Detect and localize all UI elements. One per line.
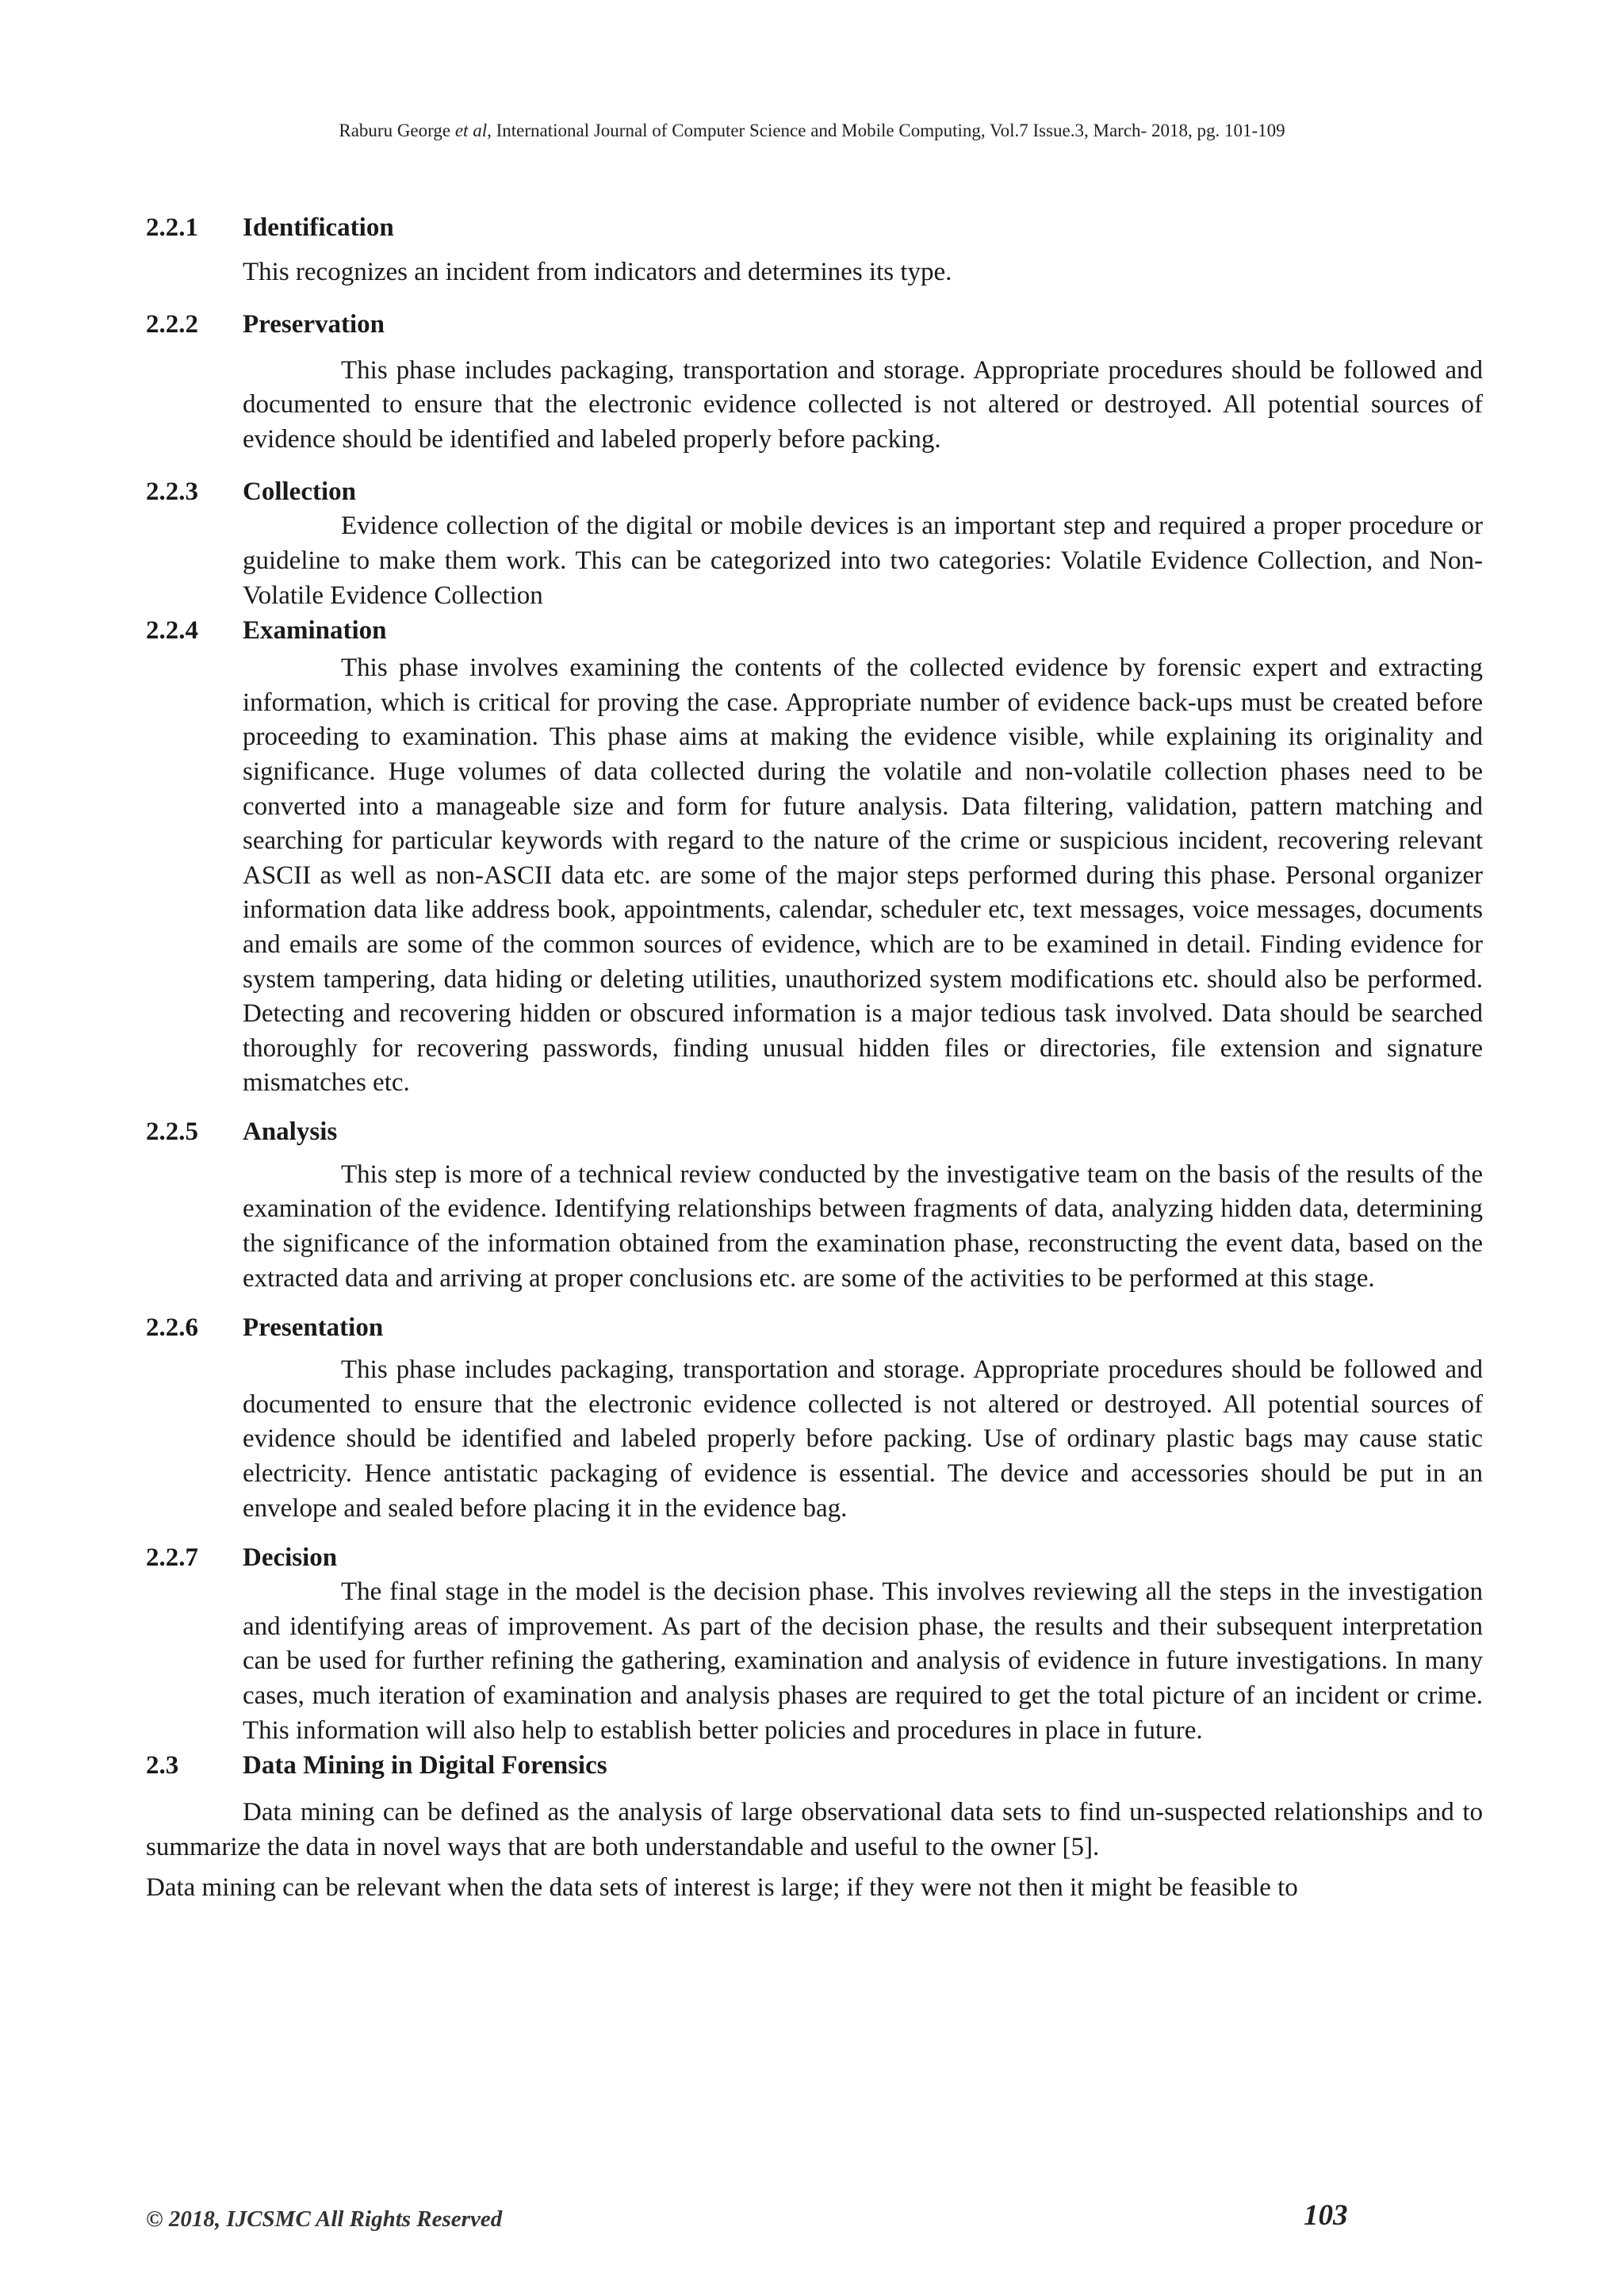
section-number: 2.2.2 bbox=[146, 310, 198, 339]
section-body bbox=[146, 1796, 1483, 1906]
header-journal: , International Journal of Computer Science and Mobile Computing, Vol.7 Issue.3, March- 2018, pg. 101-109 bbox=[487, 121, 1285, 140]
section-heading bbox=[146, 613, 1483, 648]
section-heading bbox=[146, 211, 1483, 246]
section-body bbox=[243, 1575, 1483, 1748]
section-number: 2.2.4 bbox=[146, 615, 198, 645]
section-preservation bbox=[146, 308, 1483, 458]
header-etal: et al bbox=[454, 121, 488, 140]
section-title: Data Mining in Digital Forensics bbox=[243, 1750, 607, 1780]
section-title: Identification bbox=[243, 213, 394, 243]
section-heading bbox=[146, 1540, 1483, 1575]
section-body bbox=[243, 1158, 1483, 1296]
section-heading bbox=[146, 1115, 1483, 1150]
section-heading bbox=[146, 1310, 1483, 1345]
section-number: 2.2.7 bbox=[146, 1543, 198, 1572]
section-presentation bbox=[146, 1310, 1483, 1526]
section-body bbox=[243, 509, 1483, 613]
section-collection bbox=[146, 474, 1483, 613]
section-number: 2.2.3 bbox=[146, 477, 198, 506]
section-data-mining bbox=[146, 1748, 1483, 1906]
section-title: Collection bbox=[243, 477, 356, 506]
section-paragraph: Data mining can be defined as the analysis of large observational data sets to find un-suspected relationships and to summarize the data in novel ways that are both understandable and useful to the owner [5]. bbox=[146, 1798, 1483, 1861]
section-paragraph: Evidence collection of the digital or mobile devices is an important step and required a proper procedure or guideline to make them work. This can be categorized into two categories: Volatile Evidence Collection, and Non-Volatile Evidence Collection bbox=[243, 512, 1483, 610]
section-heading bbox=[146, 308, 1483, 343]
section-body bbox=[243, 255, 1483, 290]
section-title: Preservation bbox=[243, 310, 385, 339]
section-identification bbox=[146, 211, 1483, 290]
running-header bbox=[0, 121, 1624, 141]
section-title: Analysis bbox=[243, 1117, 338, 1147]
section-title: Decision bbox=[243, 1543, 338, 1572]
section-heading bbox=[146, 474, 1483, 509]
section-number: 2.2.1 bbox=[146, 213, 198, 243]
section-body bbox=[243, 651, 1483, 1101]
section-paragraph: This phase includes packaging, transportation and storage. Appropriate procedures should be followed and documented to ensure that the electronic evidence collected is not altered or destroyed. All potential sources of evidence should be identified and labeled properly before packing. Use of ordinary plastic bags may cause static electricity. Hence antistatic packaging of evidence is essential. The device and accessories should be put in an envelope and sealed before placing it in the evidence bag. bbox=[243, 1355, 1483, 1523]
section-number: 2.2.6 bbox=[146, 1313, 198, 1342]
section-paragraph: The final stage in the model is the decision phase. This involves reviewing all the steps in the investigation and identifying areas of improvement. As part of the decision phase, the results and their subsequent interpretation can be used for further refining the gathering, examination and analysis of evidence in future investigations. In many cases, much iteration of examination and analysis phases are required to get the total picture of an incident or crime. This information will also help to establish better policies and procedures in place in future. bbox=[243, 1577, 1483, 1745]
section-body bbox=[243, 1353, 1483, 1526]
section-paragraph: This step is more of a technical review conducted by the investigative team on the basis of the results of the examination of the evidence. Identifying relationships between fragments of data, analyzing hidden data, determining the significance of the information obtained from the examination phase, reconstructing the event data, based on the extracted data and arriving at proper conclusions etc. are some of the activities to be performed at this stage. bbox=[243, 1159, 1483, 1293]
section-title: Presentation bbox=[243, 1313, 384, 1342]
section-title: Examination bbox=[243, 615, 387, 645]
section-number: 2.3 bbox=[146, 1750, 179, 1780]
section-heading bbox=[146, 1748, 1483, 1783]
header-authors: Raburu George bbox=[339, 121, 455, 140]
main-content bbox=[146, 211, 1483, 1906]
section-number: 2.2.5 bbox=[146, 1117, 198, 1147]
section-paragraph: This recognizes an incident from indicators and determines its type. bbox=[243, 258, 952, 286]
section-paragraph: This phase involves examining the contents of the collected evidence by forensic expert and extracting information, which is critical for proving the case. Appropriate number of evidence back-ups must be created before proceeding to examination. This phase aims at making the evidence visible, while explaining its originality and significance. Huge volumes of data collected during the volatile and non-volatile collection phases need to be converted into a manageable size and form for future analysis. Data filtering, validation, pattern matching and searching for particular keywords with regard to the nature of the crime or suspicious incident, recovering relevant ASCII as well as non-ASCII data etc. are some of the major steps performed during this phase. Personal organizer information data like address book, appointments, calendar, scheduler etc, text messages, voice messages, documents and emails are some of the common sources of evidence, which are to be examined in detail. Finding evidence for system tampering, data hiding or deleting utilities, unauthorized system modifications etc. should also be performed. Detecting and recovering hidden or obscured information is a major tedious task involved. Data should be searched thoroughly for recovering passwords, finding unusual hidden files or directories, file extension and signature mismatches etc. bbox=[243, 654, 1483, 1098]
section-body bbox=[243, 354, 1483, 458]
section-examination bbox=[146, 613, 1483, 1101]
section-paragraph: This phase includes packaging, transportation and storage. Appropriate procedures should be followed and documented to ensure that the electronic evidence collected is not altered or destroyed. All potential sources of evidence should be identified and labeled properly before packing. bbox=[243, 355, 1483, 454]
footer-copyright: © 2018, IJCSMC All Rights Reserved bbox=[146, 2206, 503, 2232]
page-number: 103 bbox=[1304, 2199, 1348, 2232]
section-decision bbox=[146, 1540, 1483, 1748]
section-analysis bbox=[146, 1115, 1483, 1296]
section-paragraph: Data mining can be relevant when the data sets of interest is large; if they were not then it might be feasible to bbox=[146, 1873, 1298, 1903]
